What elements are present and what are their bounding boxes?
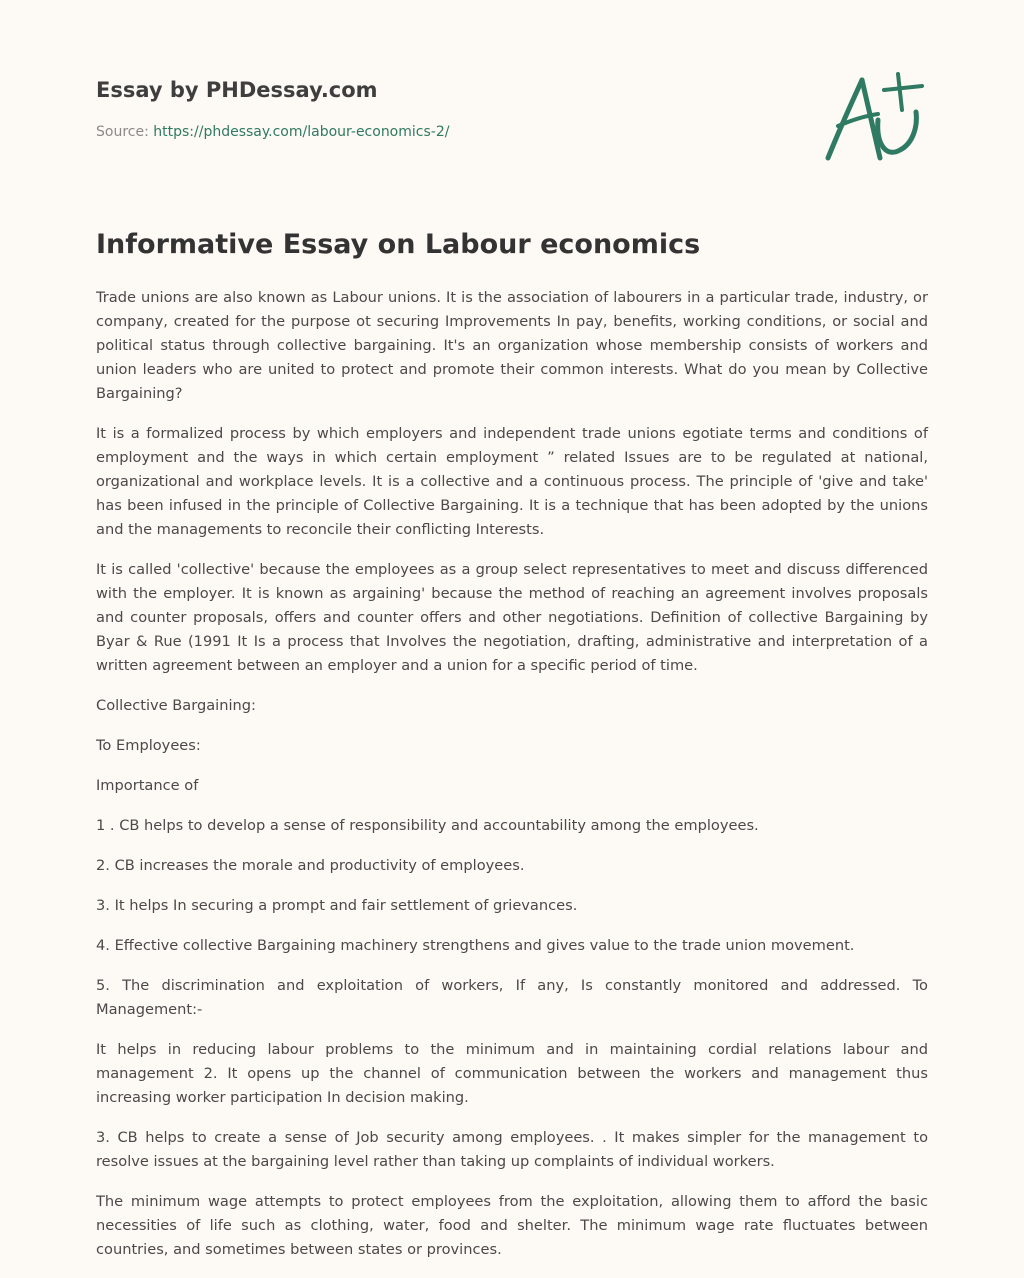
brand-title: Essay by PHDessay.com: [96, 78, 378, 102]
essay-paragraph: Importance of: [96, 777, 199, 794]
essay-paragraph: 4. Effective collective Bargaining machinery strengthens and gives value to the trade union movement.: [96, 937, 855, 954]
source-link[interactable]: https://phdessay.com/labour-economics-2/: [153, 124, 450, 140]
essay-paragraph: 2. CB increases the morale and productivity of employees.: [96, 857, 525, 874]
essay-paragraph: 3. CB helps to create a sense of Job security among employees. . It makes simpler for the management to resolve issues at the bargaining level rather than taking up complaints of individual workers.: [96, 1129, 928, 1170]
essay-title: Informative Essay on Labour economics: [96, 229, 701, 260]
essay-article: [96, 226, 928, 1278]
essay-paragraph: It is a formalized process by which employers and independent trade unions egotiate terms and conditions of employment and the ways in which certain employment ” related Issues are to be regulated at national, organizational and workplace levels. It is a collective and a continuous process. The principle of 'give and take' has been infused in the principle of Collective Bargaining. It is a technique that has been adopted by the unions and the managements to reconcile their conflicting Interests.: [96, 425, 928, 538]
source-line: [96, 122, 796, 142]
source-label: Source:: [96, 124, 154, 140]
essay-paragraph: 3. It helps In securing a prompt and fair settlement of grievances.: [96, 897, 578, 914]
essay-paragraph: It helps in reducing labour problems to the minimum and in maintaining cordial relations labour and management 2. It opens up the channel of communication between the workers and management thus increasing worker participation In decision making.: [96, 1041, 928, 1106]
document-header: [96, 76, 796, 142]
essay-paragraph: 5. The discrimination and exploitation of workers, If any, Is constantly monitored and addressed. To Management:-: [96, 977, 928, 1018]
essay-paragraph: Collective Bargaining:: [96, 697, 256, 714]
essay-paragraph: Trade unions are also known as Labour unions. It is the association of labourers in a particular trade, industry, or company, created for the purpose ot securing Improvements In pay, benefits, working conditions, or social and political status through collective bargaining. It's an organization whose membership consists of workers and union leaders who are united to protect and promote their common interests. What do you mean by Collective Bargaining?: [96, 289, 928, 402]
essay-paragraph: It is called 'collective' because the employees as a group select representatives to meet and discuss differenced with the employer. It is known as argaining' because the method of reaching an agreement involves proposals and counter proposals, offers and counter offers and other negotiations. Definition of collective Bargaining by Byar & Rue (1991 It Is a process that Involves the negotiation, drafting, administrative and interpretation of a written agreement between an employer and a union for a specific period of time.: [96, 561, 928, 674]
a-plus-grade-icon: [818, 66, 930, 166]
essay-paragraph: To Employees:: [96, 737, 201, 754]
essay-paragraph: 1 . CB helps to develop a sense of responsibility and accountability among the employees.: [96, 817, 759, 834]
essay-paragraph: The minimum wage attempts to protect employees from the exploitation, allowing them to afford the basic necessities of life such as clothing, water, food and shelter. The minimum wage rate fluctuates between countries, and sometimes between states or provinces.: [96, 1193, 928, 1258]
